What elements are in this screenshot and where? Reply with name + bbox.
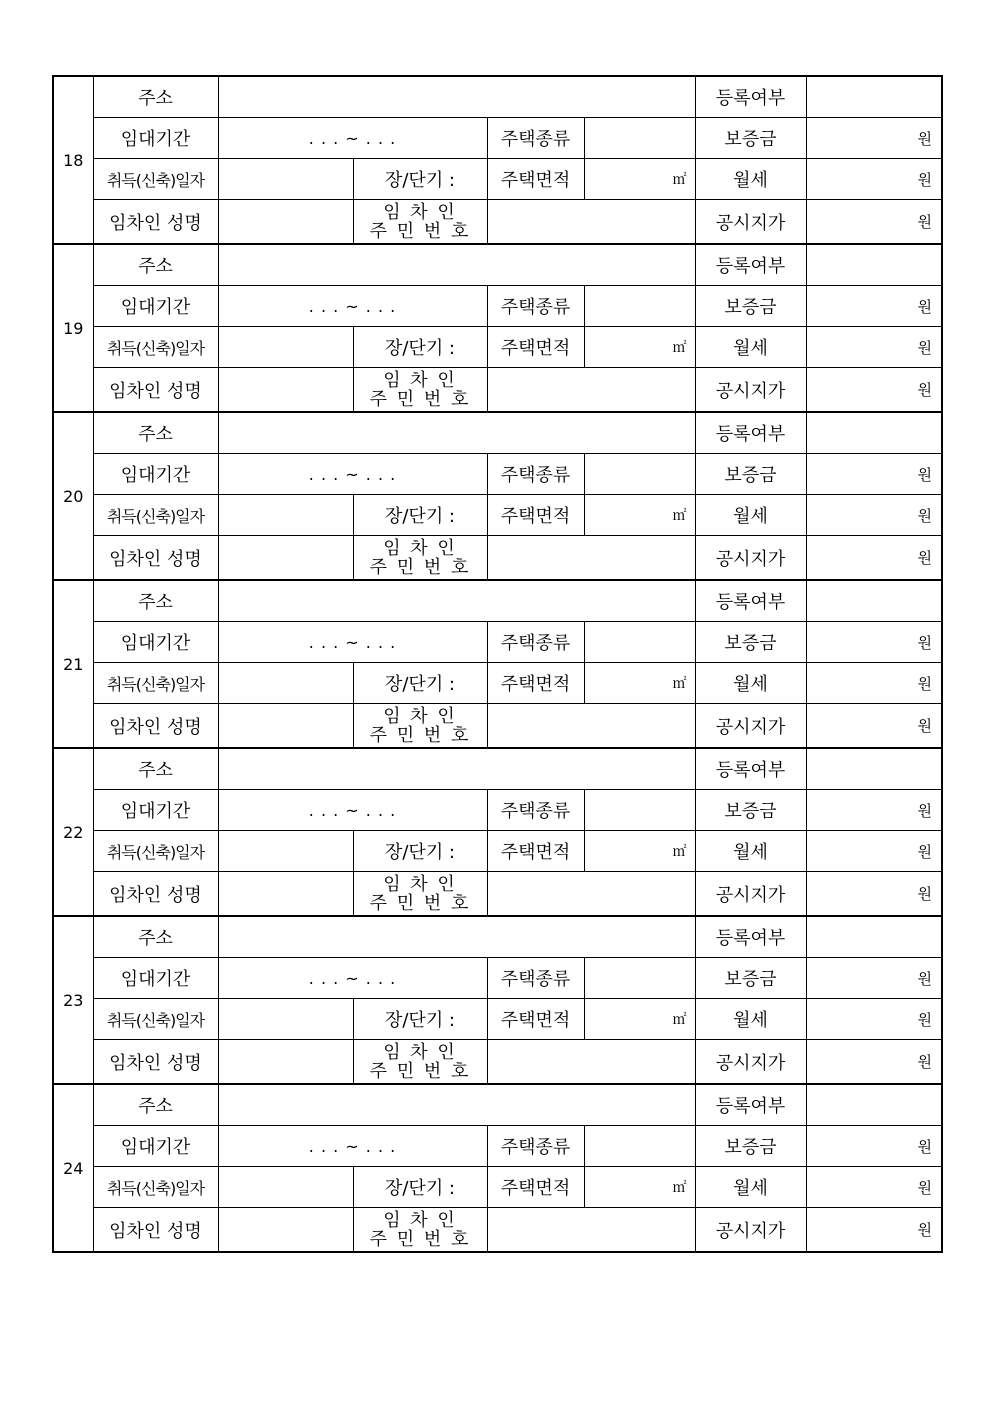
registered-field[interactable]	[806, 76, 942, 118]
registered-field[interactable]	[806, 580, 942, 622]
lease-period-field[interactable]: . . . ~ . . .	[218, 790, 487, 831]
lease-period-label: 임대기간	[93, 118, 218, 159]
registered-field[interactable]	[806, 244, 942, 286]
tenant-id-field[interactable]	[487, 200, 695, 245]
tenant-name-field[interactable]	[218, 200, 353, 245]
tenant-id-label-line1: 임 차 인	[383, 1041, 457, 1063]
monthly-rent-field[interactable]: 원	[806, 999, 942, 1040]
address-field[interactable]	[218, 76, 695, 118]
tenant-name-field[interactable]	[218, 536, 353, 581]
tenant-name-label: 임차인 성명	[93, 704, 218, 749]
house-area-label: 주택면적	[487, 831, 584, 872]
address-field[interactable]	[218, 916, 695, 958]
monthly-rent-field[interactable]: 원	[806, 159, 942, 200]
lease-period-field[interactable]: . . . ~ . . .	[218, 622, 487, 663]
lease-period-field[interactable]: . . . ~ . . .	[218, 958, 487, 999]
registered-field[interactable]	[806, 748, 942, 790]
tenant-id-label	[353, 872, 487, 917]
address-label: 주소	[93, 1084, 218, 1126]
registered-field[interactable]	[806, 916, 942, 958]
monthly-rent-label: 월세	[695, 159, 806, 200]
house-area-label: 주택면적	[487, 663, 584, 704]
deposit-label: 보증금	[695, 958, 806, 999]
acquisition-date-field[interactable]	[218, 999, 353, 1040]
house-type-field[interactable]	[584, 454, 695, 495]
entry-number: 23	[53, 916, 93, 1084]
entry-row-lease	[53, 790, 942, 831]
tenant-id-label-line2: 주 민 번 호	[369, 556, 471, 578]
monthly-rent-label: 월세	[695, 831, 806, 872]
tenant-id-label-line1: 임 차 인	[383, 369, 457, 391]
deposit-label: 보증금	[695, 790, 806, 831]
house-area-field[interactable]: ㎡	[584, 1167, 695, 1208]
official-price-field[interactable]: 원	[806, 872, 942, 917]
tenant-id-field[interactable]	[487, 704, 695, 749]
house-type-label: 주택종류	[487, 454, 584, 495]
address-label: 주소	[93, 76, 218, 118]
registered-label: 등록여부	[695, 76, 806, 118]
entry-row-address	[53, 244, 942, 286]
house-type-field[interactable]	[584, 958, 695, 999]
registered-field[interactable]	[806, 1084, 942, 1126]
entry-row-acquisition	[53, 159, 942, 200]
tenant-id-label-line1: 임 차 인	[383, 705, 457, 727]
lease-period-field[interactable]: . . . ~ . . .	[218, 118, 487, 159]
rental-housing-form-table	[52, 75, 943, 1253]
house-type-label: 주택종류	[487, 1126, 584, 1167]
entry-row-tenant	[53, 1040, 942, 1085]
entry-row-address	[53, 76, 942, 118]
address-label: 주소	[93, 412, 218, 454]
acquisition-date-label: 취득(신축)일자	[93, 327, 218, 368]
monthly-rent-label: 월세	[695, 663, 806, 704]
monthly-rent-field[interactable]: 원	[806, 495, 942, 536]
tenant-name-field[interactable]	[218, 1208, 353, 1253]
entry-row-tenant	[53, 872, 942, 917]
entry-row-acquisition	[53, 999, 942, 1040]
tenant-id-label	[353, 368, 487, 413]
tenant-id-field[interactable]	[487, 368, 695, 413]
entry-row-tenant	[53, 368, 942, 413]
tenant-id-label	[353, 536, 487, 581]
official-price-label: 공시지가	[695, 872, 806, 917]
tenant-id-label-line2: 주 민 번 호	[369, 1060, 471, 1082]
lease-period-field[interactable]: . . . ~ . . .	[218, 454, 487, 495]
monthly-rent-label: 월세	[695, 495, 806, 536]
monthly-rent-label: 월세	[695, 327, 806, 368]
deposit-label: 보증금	[695, 622, 806, 663]
official-price-label: 공시지가	[695, 368, 806, 413]
house-area-field[interactable]: ㎡	[584, 159, 695, 200]
monthly-rent-field[interactable]: 원	[806, 831, 942, 872]
entry-row-tenant	[53, 704, 942, 749]
lease-period-label: 임대기간	[93, 790, 218, 831]
term-type-field[interactable]: 장/단기 :	[353, 999, 487, 1040]
lease-period-field[interactable]: . . . ~ . . .	[218, 1126, 487, 1167]
tenant-name-label: 임차인 성명	[93, 1040, 218, 1085]
acquisition-date-label: 취득(신축)일자	[93, 159, 218, 200]
deposit-field[interactable]: 원	[806, 454, 942, 495]
house-type-label: 주택종류	[487, 622, 584, 663]
official-price-label: 공시지가	[695, 1208, 806, 1253]
term-type-field[interactable]: 장/단기 :	[353, 327, 487, 368]
entry-row-lease	[53, 454, 942, 495]
house-type-field[interactable]	[584, 790, 695, 831]
official-price-field[interactable]: 원	[806, 200, 942, 245]
acquisition-date-label: 취득(신축)일자	[93, 999, 218, 1040]
tenant-id-label-line2: 주 민 번 호	[369, 1228, 471, 1250]
lease-period-label: 임대기간	[93, 286, 218, 327]
entry-number: 20	[53, 412, 93, 580]
house-type-label: 주택종류	[487, 958, 584, 999]
address-field[interactable]	[218, 748, 695, 790]
address-label: 주소	[93, 580, 218, 622]
entry-row-tenant	[53, 536, 942, 581]
address-field[interactable]	[218, 244, 695, 286]
house-type-field[interactable]	[584, 286, 695, 327]
house-area-field[interactable]: ㎡	[584, 495, 695, 536]
entry-row-address	[53, 1084, 942, 1126]
house-type-field[interactable]	[584, 1126, 695, 1167]
lease-period-label: 임대기간	[93, 622, 218, 663]
address-label: 주소	[93, 244, 218, 286]
official-price-field[interactable]: 원	[806, 704, 942, 749]
registered-label: 등록여부	[695, 1084, 806, 1126]
acquisition-date-label: 취득(신축)일자	[93, 663, 218, 704]
tenant-id-label	[353, 1040, 487, 1085]
entry-number: 21	[53, 580, 93, 748]
lease-period-label: 임대기간	[93, 958, 218, 999]
monthly-rent-field[interactable]: 원	[806, 1167, 942, 1208]
acquisition-date-field[interactable]	[218, 831, 353, 872]
monthly-rent-label: 월세	[695, 999, 806, 1040]
address-field[interactable]	[218, 580, 695, 622]
registered-label: 등록여부	[695, 916, 806, 958]
entry-row-address	[53, 412, 942, 454]
entry-row-acquisition	[53, 495, 942, 536]
entry-row-acquisition	[53, 663, 942, 704]
deposit-field[interactable]: 원	[806, 958, 942, 999]
house-area-field[interactable]: ㎡	[584, 999, 695, 1040]
registered-label: 등록여부	[695, 412, 806, 454]
entry-row-acquisition	[53, 327, 942, 368]
tenant-name-field[interactable]	[218, 704, 353, 749]
official-price-label: 공시지가	[695, 200, 806, 245]
house-area-field[interactable]: ㎡	[584, 831, 695, 872]
monthly-rent-field[interactable]: 원	[806, 663, 942, 704]
tenant-id-label-line2: 주 민 번 호	[369, 388, 471, 410]
official-price-field[interactable]: 원	[806, 1208, 942, 1253]
tenant-name-field[interactable]	[218, 368, 353, 413]
acquisition-date-label: 취득(신축)일자	[93, 1167, 218, 1208]
official-price-label: 공시지가	[695, 704, 806, 749]
term-type-field[interactable]: 장/단기 :	[353, 663, 487, 704]
deposit-field[interactable]: 원	[806, 118, 942, 159]
registered-label: 등록여부	[695, 580, 806, 622]
house-type-label: 주택종류	[487, 118, 584, 159]
deposit-label: 보증금	[695, 1126, 806, 1167]
official-price-field[interactable]: 원	[806, 368, 942, 413]
entry-row-lease	[53, 958, 942, 999]
registered-label: 등록여부	[695, 748, 806, 790]
tenant-id-label-line1: 임 차 인	[383, 201, 457, 223]
house-area-label: 주택면적	[487, 999, 584, 1040]
lease-period-label: 임대기간	[93, 454, 218, 495]
deposit-field[interactable]: 원	[806, 286, 942, 327]
registered-label: 등록여부	[695, 244, 806, 286]
acquisition-date-label: 취득(신축)일자	[93, 495, 218, 536]
address-label: 주소	[93, 916, 218, 958]
tenant-name-field[interactable]	[218, 872, 353, 917]
entry-row-address	[53, 748, 942, 790]
tenant-name-label: 임차인 성명	[93, 368, 218, 413]
tenant-id-label	[353, 1208, 487, 1253]
address-field[interactable]	[218, 1084, 695, 1126]
entry-row-address	[53, 580, 942, 622]
deposit-field[interactable]: 원	[806, 1126, 942, 1167]
official-price-label: 공시지가	[695, 1040, 806, 1085]
deposit-label: 보증금	[695, 118, 806, 159]
tenant-id-label-line1: 임 차 인	[383, 873, 457, 895]
entry-row-acquisition	[53, 1167, 942, 1208]
registered-field[interactable]	[806, 412, 942, 454]
tenant-id-label-line2: 주 민 번 호	[369, 892, 471, 914]
entry-number: 18	[53, 76, 93, 244]
house-area-field[interactable]: ㎡	[584, 663, 695, 704]
deposit-field[interactable]: 원	[806, 622, 942, 663]
tenant-name-label: 임차인 성명	[93, 872, 218, 917]
entry-number: 22	[53, 748, 93, 916]
acquisition-date-field[interactable]	[218, 327, 353, 368]
house-area-label: 주택면적	[487, 159, 584, 200]
entry-row-tenant	[53, 200, 942, 245]
term-type-field[interactable]: 장/단기 :	[353, 1167, 487, 1208]
tenant-name-label: 임차인 성명	[93, 200, 218, 245]
tenant-name-label: 임차인 성명	[93, 536, 218, 581]
entry-row-address	[53, 916, 942, 958]
acquisition-date-field[interactable]	[218, 495, 353, 536]
tenant-id-label	[353, 704, 487, 749]
term-type-field[interactable]: 장/단기 :	[353, 159, 487, 200]
official-price-field[interactable]: 원	[806, 1040, 942, 1085]
house-type-field[interactable]	[584, 118, 695, 159]
deposit-label: 보증금	[695, 454, 806, 495]
entry-number: 24	[53, 1084, 93, 1252]
tenant-id-field[interactable]	[487, 536, 695, 581]
entry-row-lease	[53, 286, 942, 327]
tenant-id-field[interactable]	[487, 1208, 695, 1253]
tenant-id-label-line2: 주 민 번 호	[369, 724, 471, 746]
house-type-label: 주택종류	[487, 286, 584, 327]
lease-period-field[interactable]: . . . ~ . . .	[218, 286, 487, 327]
monthly-rent-field[interactable]: 원	[806, 327, 942, 368]
deposit-label: 보증금	[695, 286, 806, 327]
house-type-field[interactable]	[584, 622, 695, 663]
acquisition-date-field[interactable]	[218, 663, 353, 704]
tenant-id-label-line1: 임 차 인	[383, 1209, 457, 1231]
deposit-field[interactable]: 원	[806, 790, 942, 831]
house-area-label: 주택면적	[487, 327, 584, 368]
term-type-field[interactable]: 장/단기 :	[353, 495, 487, 536]
tenant-name-label: 임차인 성명	[93, 1208, 218, 1253]
tenant-id-label-line1: 임 차 인	[383, 537, 457, 559]
tenant-name-field[interactable]	[218, 1040, 353, 1085]
tenant-id-field[interactable]	[487, 872, 695, 917]
entry-row-lease	[53, 1126, 942, 1167]
tenant-id-label-line2: 주 민 번 호	[369, 220, 471, 242]
official-price-field[interactable]: 원	[806, 536, 942, 581]
tenant-id-label	[353, 200, 487, 245]
monthly-rent-label: 월세	[695, 1167, 806, 1208]
tenant-id-field[interactable]	[487, 1040, 695, 1085]
acquisition-date-field[interactable]	[218, 159, 353, 200]
house-area-label: 주택면적	[487, 495, 584, 536]
acquisition-date-field[interactable]	[218, 1167, 353, 1208]
house-area-field[interactable]: ㎡	[584, 327, 695, 368]
official-price-label: 공시지가	[695, 536, 806, 581]
house-area-label: 주택면적	[487, 1167, 584, 1208]
entry-number: 19	[53, 244, 93, 412]
acquisition-date-label: 취득(신축)일자	[93, 831, 218, 872]
entry-row-tenant	[53, 1208, 942, 1253]
address-field[interactable]	[218, 412, 695, 454]
entry-row-acquisition	[53, 831, 942, 872]
lease-period-label: 임대기간	[93, 1126, 218, 1167]
term-type-field[interactable]: 장/단기 :	[353, 831, 487, 872]
address-label: 주소	[93, 748, 218, 790]
entry-row-lease	[53, 622, 942, 663]
house-type-label: 주택종류	[487, 790, 584, 831]
entry-row-lease	[53, 118, 942, 159]
